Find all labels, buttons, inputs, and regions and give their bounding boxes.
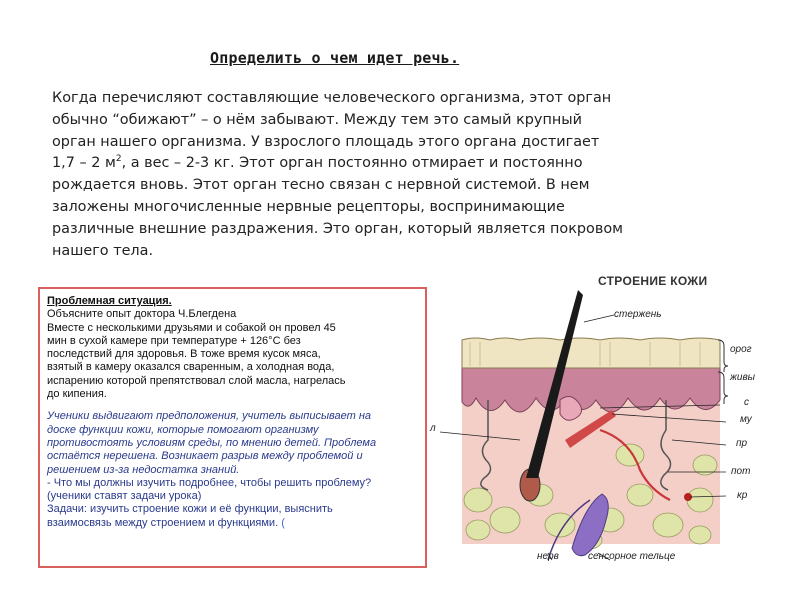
task-line — [47, 517, 417, 530]
label-c: с — [744, 397, 749, 408]
task-line-tail: ( — [278, 516, 285, 529]
notes-line: остаётся нерешена. Возникает разрыв между проблемой и — [47, 450, 363, 463]
problem-title: Проблемная ситуация. — [47, 295, 172, 307]
problem-line: до кипения. — [47, 388, 107, 401]
lesson-tasks — [47, 477, 417, 530]
notes-line: доске функции кожи, которые помогают организму — [47, 423, 319, 436]
label-pr: пр — [736, 438, 748, 449]
main-text-line — [52, 153, 692, 175]
label-mu: му — [740, 414, 752, 425]
problem-situation-box — [38, 287, 427, 568]
problem-line: Объясните опыт доктора Ч.Блегдена — [47, 308, 237, 321]
notes-line: Ученики выдвигают предположения, учитель выписывает на — [47, 410, 372, 423]
area-prefix: 1,7 – 2 м — [52, 155, 116, 172]
main-text-line: нашего тела. — [52, 242, 154, 259]
main-text — [52, 88, 692, 262]
main-text-line: заложены многочисленные нервные рецепторы, воспринимающие — [52, 198, 565, 215]
area-sup: 2 — [115, 154, 122, 165]
task-line: - Что мы должны изучить подробнее, чтобы решить проблему? — [47, 476, 372, 489]
problem-line: мин в сухой камере при температуре + 126°С без — [47, 334, 301, 347]
problem-line: последствий для здоровья. В тоже время кусок мяса, — [47, 348, 321, 361]
task-line: Задачи: изучить строение кожи и её функции, выяснить — [47, 503, 333, 516]
problem-line: Вместе с несколькими друзьями и собакой он провел 45 — [47, 321, 336, 334]
label-living-layer: живы — [730, 372, 756, 383]
notes-line: решением из-за недостатка знаний. — [47, 463, 240, 476]
main-text-line: Когда перечисляют составляющие человеческого организма, этот орган — [52, 90, 612, 106]
diagram-title: СТРОЕНИЕ КОЖИ — [598, 274, 708, 288]
label-kr: кр — [737, 490, 748, 501]
main-text-line: различные внешние раздражения. Это орган, который является покровом — [52, 220, 624, 237]
area-suffix: , а вес – 2-3 кг. Этот орган постоянно отмирает и постоянно — [121, 155, 583, 172]
page-heading: Определить о чем идет речь. — [210, 49, 460, 67]
main-text-line: рождается вновь. Этот орган тесно связан с нервной системой. В нем — [52, 177, 590, 194]
label-pot: пот — [731, 466, 751, 477]
task-line: (ученики ставят задачи урока) — [47, 490, 202, 503]
label-nerve: нерв — [537, 551, 559, 562]
main-text-line: орган нашего организма. У взрослого площадь этого органа достигает — [52, 133, 600, 150]
label-horny-layer: орог — [730, 344, 752, 355]
problem-line: взятый в камеру оказался сваренным, а холодная вода, — [47, 361, 335, 374]
epidermis-layer — [462, 365, 720, 412]
label-shaft: стержень — [614, 309, 662, 320]
teacher-notes — [47, 410, 417, 476]
label-sensory-body: сенсорное тельце — [588, 551, 676, 562]
notes-line: противостоять условиям среды, по мнению детей. Проблема — [47, 436, 377, 449]
problem-line: испарению которой препятствовал слой масла, нагрелась — [47, 374, 346, 387]
problem-description — [47, 308, 417, 401]
main-text-line: обычно “обижают” – о нём забывают. Между тем это самый крупный — [52, 111, 582, 128]
task-line-text: взаимосвязь между строением и функциями. — [47, 516, 279, 529]
label-left: л — [430, 423, 436, 434]
horny-layer — [462, 338, 720, 368]
